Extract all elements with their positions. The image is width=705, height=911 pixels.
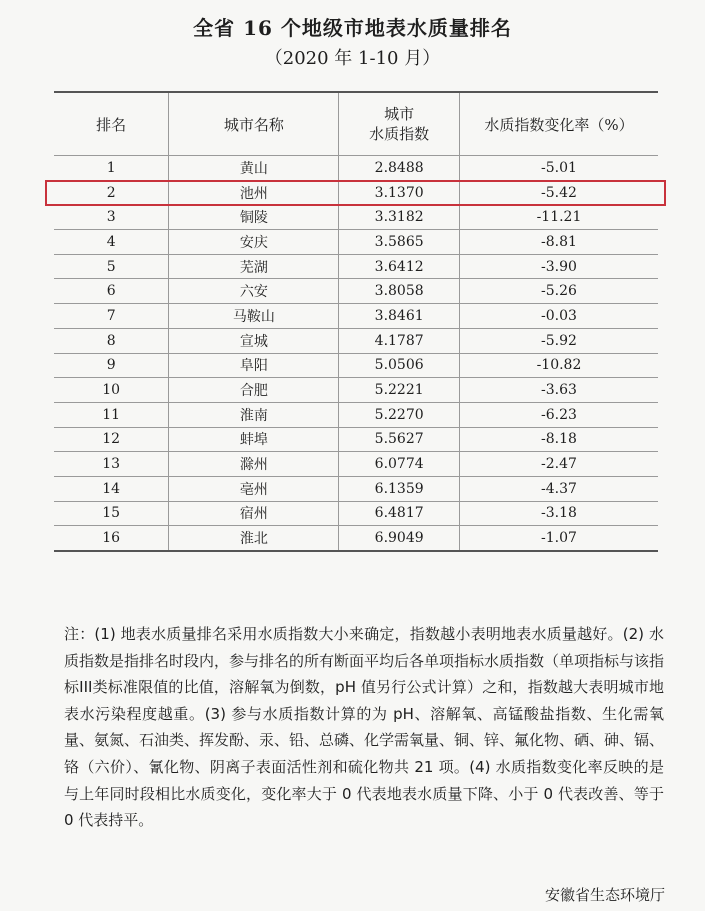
rank-cell: 14 [54,476,169,501]
rank-cell: 12 [54,427,169,452]
city-cell: 淮南 [169,402,339,427]
change-cell: -1.07 [459,526,658,551]
city-cell: 淮北 [169,526,339,551]
document-subtitle: （2020 年 1-10 月） [264,48,441,69]
change-cell: -10.82 [459,353,658,378]
ranking-table [54,91,658,552]
change-cell: -8.81 [459,230,658,255]
index-cell: 6.4817 [339,501,460,526]
table-body [54,156,658,552]
change-cell: -3.18 [459,501,658,526]
city-cell: 六安 [169,279,339,304]
city-cell: 黄山 [169,156,339,181]
index-cell: 3.8058 [339,279,460,304]
change-cell: -3.90 [459,254,658,279]
table-row [54,230,658,255]
city-cell: 铜陵 [169,205,339,230]
table-header-row [54,92,658,156]
city-cell: 池州 [169,180,339,205]
change-cell: -2.47 [459,452,658,477]
city-cell: 宿州 [169,501,339,526]
city-cell: 安庆 [169,230,339,255]
rank-cell: 3 [54,205,169,230]
index-cell: 3.3182 [339,205,460,230]
table-row [54,180,658,205]
index-cell: 3.8461 [339,304,460,329]
index-cell: 3.5865 [339,230,460,255]
rank-cell: 1 [54,156,169,181]
table-row [54,279,658,304]
index-cell: 5.5627 [339,427,460,452]
index-cell: 5.2270 [339,402,460,427]
rank-cell: 10 [54,378,169,403]
city-cell: 合肥 [169,378,339,403]
rank-cell: 2 [54,180,169,205]
index-cell: 3.6412 [339,254,460,279]
table-row [54,353,658,378]
index-cell: 6.9049 [339,526,460,551]
city-cell: 阜阳 [169,353,339,378]
city-cell: 马鞍山 [169,304,339,329]
city-cell: 宣城 [169,328,339,353]
table-row [54,427,658,452]
index-cell: 5.2221 [339,378,460,403]
index-cell: 2.8488 [339,156,460,181]
document-title: 全省 16 个地级市地表水质量排名 [193,16,512,40]
table-row [54,156,658,181]
header-change-rate: 水质指数变化率（%） [459,92,658,156]
issuer-signature: 安徽省生态环境厅 [544,886,665,904]
change-cell: -4.37 [459,476,658,501]
city-cell: 亳州 [169,476,339,501]
table-row [54,304,658,329]
rank-cell: 5 [54,254,169,279]
header-rank: 排名 [54,92,169,156]
index-cell: 3.1370 [339,180,460,205]
change-cell: -5.42 [459,180,658,205]
table-row [54,452,658,477]
table-row [54,328,658,353]
header-city-name: 城市名称 [169,92,339,156]
change-cell: -3.63 [459,378,658,403]
table-row [54,402,658,427]
rank-cell: 8 [54,328,169,353]
change-cell: -0.03 [459,304,658,329]
city-cell: 滁州 [169,452,339,477]
rank-cell: 13 [54,452,169,477]
footnote: 注：(1) 地表水质量排名采用水质指数大小来确定，指数越小表明地表水质量越好。(2) 水质指数是指排名时段内，参与排名的所有断面平均后各单项指标水质指数（单项指标与该指标III类标准限值的比值，溶解氧为倒数，pH 值另行公式计算）之和，指数越大表明城市地表水污染程度越重。(3) 参与水质指数计算的为 pH、溶解氧、高锰酸盐指数、生化需氧量、氨氮、石油类、挥发酚、汞、铅、总磷、化学需氧量、铜、锌、氟化物、硒、砷、镉、铬（六价）、氰化物、阴离子表面活性剂和硫化物共 21 项。(4) 水质指数变化率反映的是与上年同时段相比水质变化，变化率大于 0 代表地表水质量下降、小于 0 代表改善、等于 0 代表持平。 [64,625,665,830]
change-cell: -8.18 [459,427,658,452]
rank-cell: 16 [54,526,169,551]
index-cell: 6.0774 [339,452,460,477]
change-cell: -5.92 [459,328,658,353]
index-cell: 4.1787 [339,328,460,353]
change-cell: -11.21 [459,205,658,230]
table-row [54,378,658,403]
rank-cell: 4 [54,230,169,255]
table-row [54,526,658,551]
change-cell: -5.26 [459,279,658,304]
table-row [54,205,658,230]
table-row [54,501,658,526]
rank-cell: 7 [54,304,169,329]
table-row [54,254,658,279]
city-cell: 芜湖 [169,254,339,279]
rank-cell: 11 [54,402,169,427]
index-cell: 5.0506 [339,353,460,378]
change-cell: -6.23 [459,402,658,427]
index-cell: 6.1359 [339,476,460,501]
change-cell: -5.01 [459,156,658,181]
table-row [54,476,658,501]
header-water-index: 城市 水质指数 [339,92,460,156]
city-cell: 蚌埠 [169,427,339,452]
rank-cell: 15 [54,501,169,526]
rank-cell: 9 [54,353,169,378]
rank-cell: 6 [54,279,169,304]
